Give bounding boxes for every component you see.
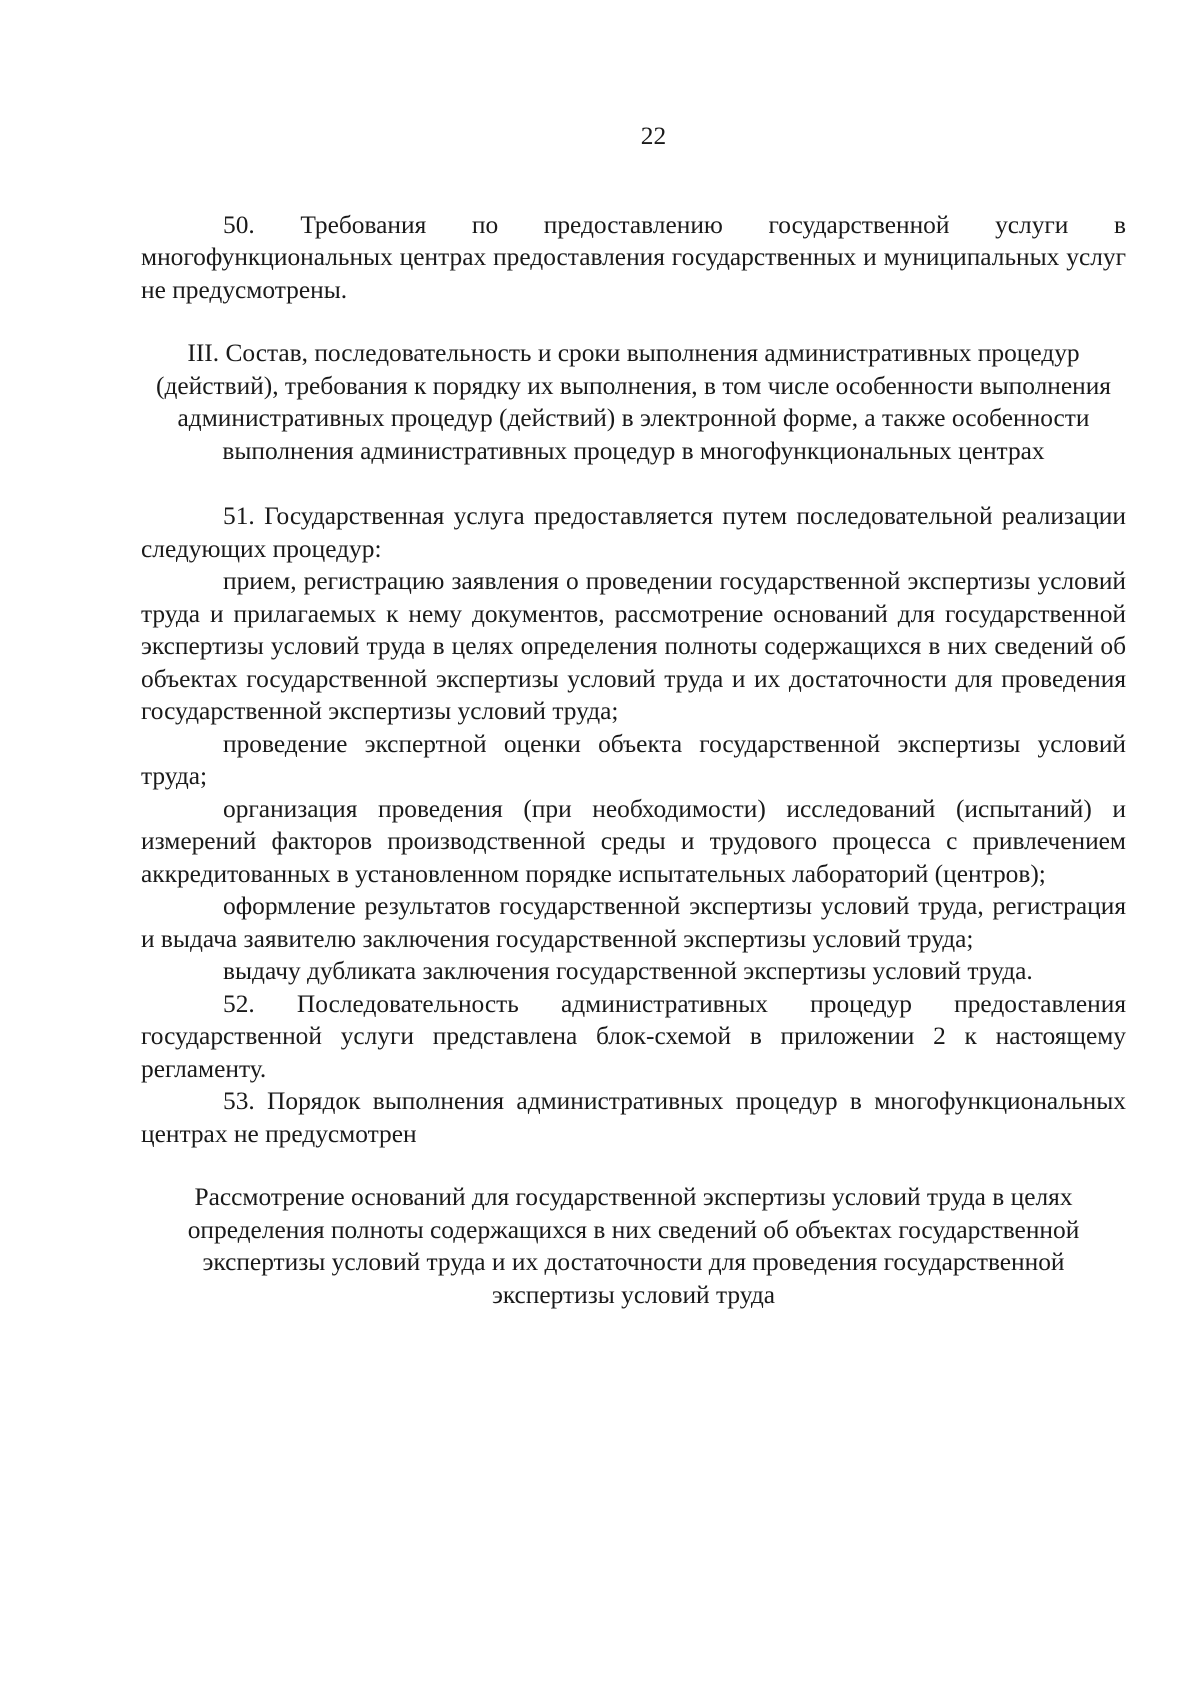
paragraph-52: 52. Последовательность административных процедур предоставления государственной услуги представлена блок-схемой в приложении 2 к настоящему регламенту. [141, 989, 1126, 1083]
paragraph-53: 53. Порядок выполнения административных процедур в многофункциональных центрах не предусмотрен [141, 1087, 1126, 1148]
page-number: 22 [640, 122, 667, 150]
paragraph-51-item-3: организация проведения (при необходимости) исследований (испытаний) и измерений факторов производственной среды и трудового процесса с привлечением аккредитованных в установленном порядке испытательных лабораторий (центров); [141, 794, 1126, 888]
paragraph-51-item-1: прием, регистрацию заявления о проведении государственной экспертизы условий труда и прилагаемых к нему документов, рассмотрение оснований для государственной экспертизы условий труда в целях определения полноты содержащихся в них сведений об объектах государственной экспертизы условий труда и их достаточности для проведения государственной экспертизы условий труда; [141, 567, 1126, 725]
paragraph-51: 51. Государственная услуга предоставляется путем последовательной реализации следующих процедур: [141, 502, 1126, 563]
paragraph-51-item-5: выдачу дубликата заключения государственной экспертизы условий труда. [223, 957, 1033, 985]
subsection-heading: Рассмотрение оснований для государственной экспертизы условий труда в целях определения полноты содержащихся в них сведений об объектах государственной экспертизы условий труда и их достаточности для проведения государственной экспертизы условий труда [187, 1183, 1080, 1309]
paragraph-51-item-2: проведение экспертной оценки объекта государственной экспертизы условий труда; [141, 729, 1126, 790]
paragraph-51-item-4: оформление результатов государственной экспертизы условий труда, регистрация и выдача заявителю заключения государственной экспертизы условий труда; [141, 892, 1126, 953]
section-heading: III. Состав, последовательность и сроки выполнения административных процедур (действий), требования к порядку их выполнения, в том числе особенности выполнения административных процедур (действий) в электронной форме, а также особенности выполнения административных процедур в многофункциональных центрах [156, 339, 1111, 465]
document-page [141, 120, 1126, 1311]
paragraph-50: 50. Требования по предоставлению государственной услуги в многофункциональных центрах предоставления государственных и муниципальных услуг не предусмотрены. [141, 210, 1126, 304]
